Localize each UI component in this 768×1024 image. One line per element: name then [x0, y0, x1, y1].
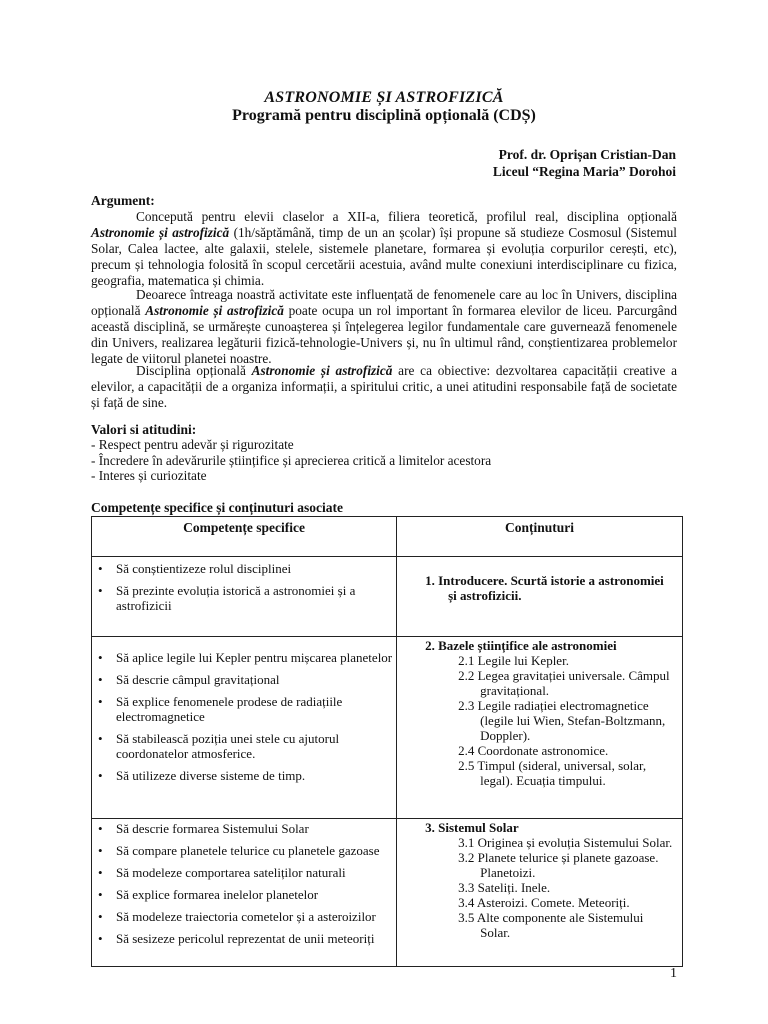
list-item: • Să descrie câmpul gravitațional [116, 672, 396, 687]
argument-paragraph-2: Deoarece întreaga noastră activitate este influențată de fenomenele care au loc în Univers, disciplina opțională Astronomie și astrofizică poate ocupa un rol important în formarea elevilor de liceu. Parcurgând această disciplină, se urmărește cunoașterea și înțelegerea legilor fundamentale care guvernează fenomenele din Univers, realizarea legăturii fizică-tehnologie-Univers și, nu în ultimul rând, conștientizarea problemelor legate de viitorul planetei noastre. [91, 287, 677, 366]
contents-cell [397, 819, 683, 967]
list-item: • Să explice formarea inelelor planetelor [116, 887, 396, 902]
list-item: • Să aplice legile lui Kepler pentru mișcarea planetelor [116, 650, 396, 665]
topic-subitem: 3.1 Originea și evoluția Sistemului Solar. [458, 835, 673, 850]
list-item: - Respect pentru adevăr și rigurozitate [91, 437, 294, 452]
values-list [91, 437, 491, 484]
column-header: Competențe specifice [92, 517, 397, 557]
topic-subitem: 2.5 Timpul (sideral, universal, solar, legal). Ecuația timpului. [458, 758, 647, 788]
topic-subitem: 3.3 Sateliți. Inele. [458, 880, 551, 895]
list-item: - Interes și curiozitate [91, 468, 207, 483]
table-header-row [92, 517, 683, 557]
topic-subitem: 2.3 Legile radiației electromagnetice (legile lui Wien, Stefan-Boltzmann, Doppler). [458, 698, 666, 743]
list-item: • Să sesizeze pericolul reprezentat de unii meteoriți [116, 931, 396, 946]
list-item: • Să descrie formarea Sistemului Solar [116, 821, 396, 836]
topic-subitem: 2.1 Legile lui Kepler. [458, 653, 569, 668]
topic-title: 1. Introducere. Scurtă istorie a astronomiei și astrofizicii. [425, 573, 664, 603]
list-item: • Să modeleze traiectoria cometelor și a asteroizilor [116, 909, 396, 924]
argument-heading: Argument: [91, 193, 155, 208]
competences-heading: Competențe specifice și conținuturi asociate [91, 500, 343, 515]
argument-paragraph-1: Concepută pentru elevii claselor a XII-a, filiera teoretică, profilul real, disciplina opțională Astronomie și astrofizică (1h/săptămână, timp de un an școlar) își propune să studieze Cosmosul (Sistemul Solar, Calea lactee, alte galaxii, stelele, sistemele planetare, formarea și evoluția corpurilor cerești, etc), precum și tehnologia folosită în scopul cercetării acestuia, având multe conexiuni interdisciplinare cu fizica, geografia, matematica și chimia. [91, 209, 678, 288]
competences-cell [92, 557, 397, 637]
document-subtitle: Programă pentru disciplină opțională (CDȘ) [232, 107, 536, 124]
contents-cell [397, 637, 683, 819]
topic-subitem: 2.4 Coordonate astronomice. [458, 743, 609, 758]
topic-title: 3. Sistemul Solar [425, 820, 519, 835]
list-item: • Să prezinte evoluția istorică a astronomiei și a astrofizicii [116, 583, 396, 613]
page-number: 1 [670, 966, 677, 981]
competences-cell [92, 637, 397, 819]
list-item: • Să modeleze comportarea sateliților naturali [116, 865, 396, 880]
topic-subitem: 3.5 Alte componente ale Sistemului Solar. [458, 910, 644, 940]
values-heading: Valori si atitudini: [91, 422, 197, 437]
table-row [92, 557, 683, 637]
competences-cell [92, 819, 397, 967]
document-title: ASTRONOMIE ȘI ASTROFIZICĂ [264, 89, 504, 106]
list-item: • Să compare planetele telurice cu planetele gazoase [116, 843, 396, 858]
column-header: Conținuturi [397, 517, 683, 557]
list-item: • Să utilizeze diverse sisteme de timp. [116, 768, 396, 783]
list-item: - Încredere în adevărurile științifice și aprecierea critică a limitelor acestora [91, 452, 492, 468]
list-item: • Să explice fenomenele prodese de radiațiile electromagnetice [116, 694, 396, 724]
author-name: Prof. dr. Oprișan Cristian-Dan [498, 147, 676, 162]
topic-subitem: 3.4 Asteroizi. Comete. Meteoriți. [458, 895, 630, 910]
table-row [92, 819, 683, 967]
table-row [92, 637, 683, 819]
contents-cell [397, 557, 683, 637]
topic-title: 2. Bazele științifice ale astronomiei [425, 638, 617, 653]
author-school: Liceul “Regina Maria” Dorohoi [492, 164, 676, 179]
competences-table [91, 516, 683, 967]
topic-subitem: 3.2 Planete telurice și planete gazoase. Planetoizi. [458, 850, 659, 880]
topic-subitem: 2.2 Legea gravitației universale. Câmpul gravitațional. [458, 668, 670, 698]
list-item: • Să conștientizeze rolul disciplinei [116, 561, 396, 576]
argument-paragraph-3: Disciplina opțională Astronomie și astrofizică are ca obiective: dezvoltarea capacității creative a elevilor, a capacității de a organiza informații, a spiritului critic, a unei atitudini responsabile față de societate și față de sine. [91, 363, 677, 410]
list-item: • Să stabilească poziția unei stele cu ajutorul coordonatelor atmosferice. [116, 731, 396, 761]
